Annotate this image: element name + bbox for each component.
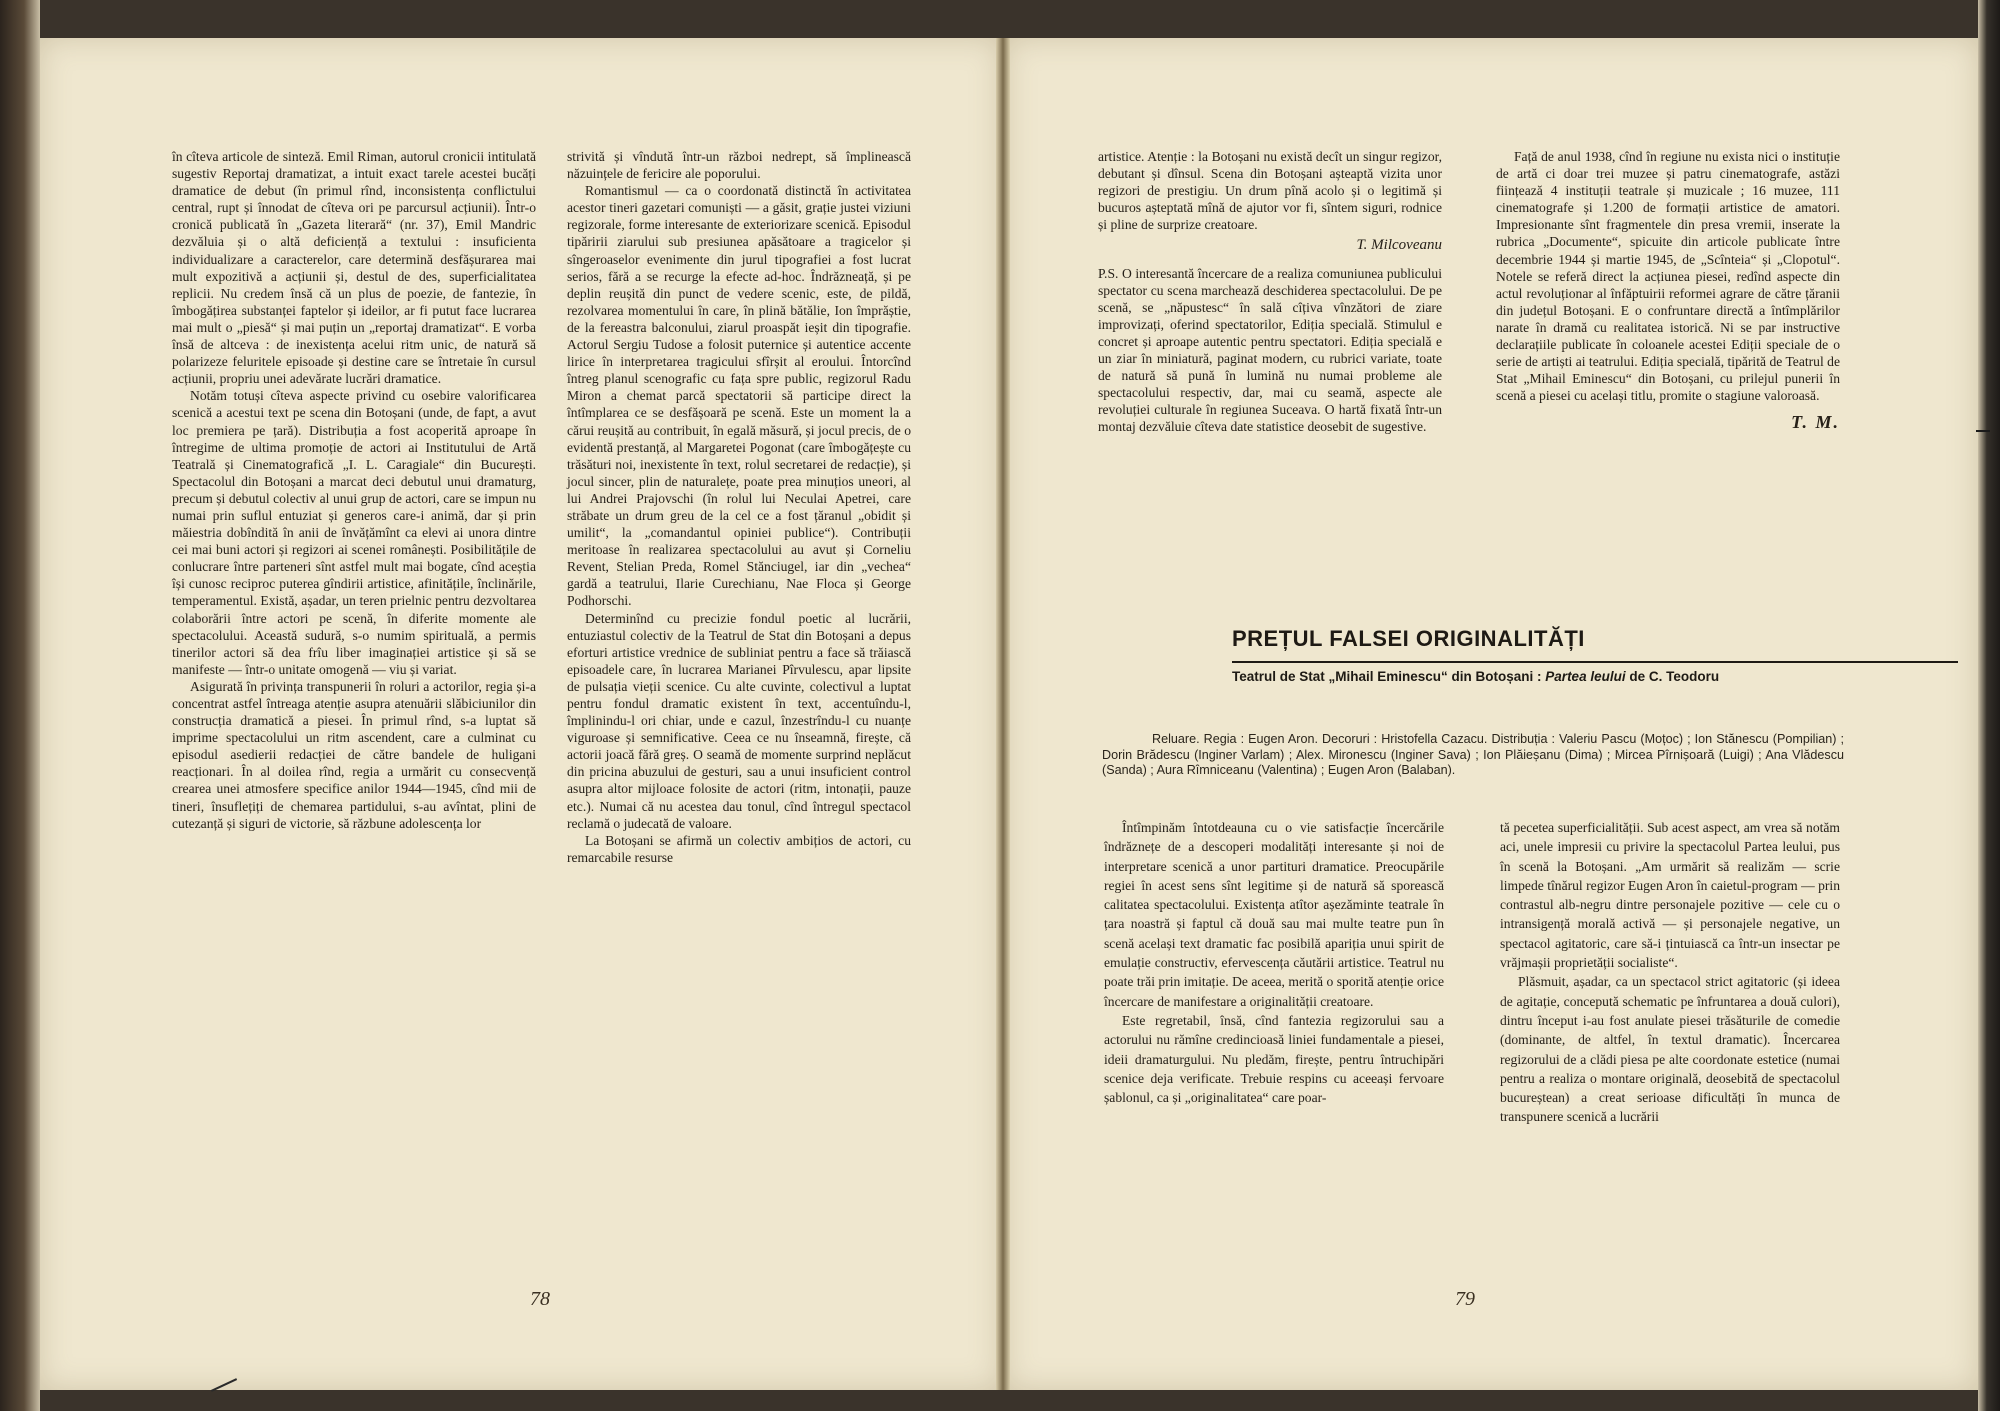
book-gutter [996,38,1010,1390]
paragraph: La Botoșani se afirmă un colectiv ambițios de actori, cu remarcabile resurse [567,832,911,865]
subtitle-play-title: Partea leului [1545,669,1626,684]
article-column-2 [1500,818,1840,1127]
author-initials: T. M. [1791,412,1840,433]
article-title: PREȚUL FALSEI ORIGINALITĂȚI [1232,626,1585,651]
paragraph: Este regretabil, însă, cînd fantezia regizorului sau a actorului nu rămîne credincioasă liniei fundamentale a piesei, ideii dramaturgului. Nu pledăm, firește, pentru întruchipări scenice deja verificate. Trebuie respins cu aceeași fervoare șablonul, ca și „originalitatea“ care poar- [1104,1012,1444,1106]
page-78-column-1 [172,148,536,832]
article-subtitle [1232,669,1958,684]
paragraph: în cîteva articole de sinteză. Emil Riman, autorul cronicii intitulată sugestiv Reportaj dramatizat, a intuit exact tarele acestei bucăți dramatice de debut (în primul rînd, inconsistența conflictului central, rupt și înnodat de cîteva ori pe parcursul acțiunii). Într-o cronică publicată în „Gazeta literară“ (nr. 37), Emil Mandric dezvăluia și o altă deficiență a textului : insuficienta individualizare a caracterelor, care determină desfășurarea mai mult expozitivă a acțiunii și, destul de des, superficialitatea replicii. Nu credem însă că un plus de poezie, de fantezie, în îmbogățirea substanței faptelor și ideilor, ar fi putut face lucrarea mai mult o „piesă“ și mai puțin un „reportaj dramatizat“. E vorba însă de altceva : de inexistența acelui ritm unic, de natură să polarizeze feluritele episoade și destine care se întretaie în cursul acțiunii, propriu unei adevărate lucrări dramatice. [172,149,536,387]
production-credits: Reluare. Regia : Eugen Aron. Decoruri : Hristofella Cazacu. Distribuția : Valeriu Pascu (Moțoc) ; Ion Stănescu (Pompilian) ; Dorin Brădescu (Inginer Varlam) ; Alex. Mironescu (Inginer Sava) ; Ion Plăieșanu (Dima) ; Mircea Pîrnișoară (Luigi) ; Ana Vlădescu (Sanda) ; Aura Rîmniceanu (Valentina) ; Eugen Aron (Balaban). [1102,732,1844,777]
paragraph: Față de anul 1938, cînd în regiune nu exista nici o instituție de artă ci doar trei muzee și patru cinematografe, astăzi ființează 4 instituții teatrale și muzicale ; 16 muzee, 111 cinematografe și 1.200 de formații artistice de amatori. Impresionante sînt fragmentele din presa vremii, inserate la rubrica „Documente“, spicuite din articole publicate între decembrie 1944 și martie 1945, de „Scînteia“ și „Clopotul“. Notele se referă direct la acțiunea piesei, redînd aspecte din actul revoluționar al înfăptuirii reformei agrare de către țăranii din județul Botoșani. E o confruntare directă a întîmplărilor narate în dramă cu realitatea istorică. Ni se par instructive declarațiile publicate în coloanele acestei Ediții speciale de o serie de artiști ai teatrului. Ediția specială, tipărită de Teatrul de Stat „Mihail Eminescu“ din Botoșani, cu prilejul punerii în scenă a piesei cu același titlu, promite o stagiune valoroasă. [1496,149,1840,404]
postscript: P.S. O interesantă încercare de a realiza comuniunea publicului spectator cu scena marchează deschiderea spectacolului. De pe scenă, se „năpustesc“ în sală cîțiva vînzători de ziare improvizați, oferind spectatorilor, Ediția specială. Stimulul e concret și aproape autentic pentru spectatori. Ediția specială e un ziar în miniatură, paginat modern, cu rubrici variate, toate de natură să pună în lumină nu numai probleme ale spectacolului respectiv, dar, mai cu seamă, aspecte ale revoluției culturale în regiunea Suceava. O hartă fixată într-un montaj dezvăluie cîteva date statistice deosebit de sugestive. [1098,265,1442,435]
binding-left-edge [0,0,40,1411]
paragraph: tă pecetea superficialității. Sub acest aspect, am vrea să notăm aci, unele impresii cu privire la spectacolul Partea leului, pus în scenă la Botoșani. „Am urmărit să realizăm — scrie limpede tînărul regizor Eugen Aron în caietul-program — prin contrastul alb-negru dintre personajele pozitive — cele cu o intransigență morală activă — și personajele negative, un spectacol agitatoric, care să-i țintuiască ca într-un insectar pe vrăjmașii proprietății socialiste“. [1500,820,1840,971]
subtitle-theatre: Teatrul de Stat „Mihail Eminescu“ din Botoșani : [1232,669,1546,684]
page-number-left: 78 [530,1288,550,1310]
margin-mark [1976,430,1990,432]
page-79-column-1 [1098,148,1442,436]
paragraph: artistice. Atenție : la Botoșani nu există decît un singur regizor, debutant și dînsul. Scena din Botoșani așteaptă vizita unor regizori de prestigiu. Un drum pînă acolo și o legitimă și bucuros așteptată mînă de ajutor vor fi, sîntem siguri, rodnice și pline de surprize creatoare. [1098,149,1442,233]
subtitle-author: de C. Teodoru [1625,669,1720,684]
paragraph: Romantismul — ca o coordonată distinctă în activitatea acestor tineri gazetari comuniști — a găsit, grație justei viziuni regizorale, forme interesante de exteriorizare scenică. Episodul tipăririi ziarului sub presiunea apăsătoare a tragicelor și sîngeroaselor evenimente din jurul tipografiei a fost lucrat serios, fără a se recurge la efecte ad-hoc. Îndrăzneață, și pe deplin reușită din punct de vedere scenic, este, de pildă, rezolvarea momentului în care, în plină bătălie, Ion împrăștie, de la fereastra balconului, ziarul proaspăt ieșit din tipografie. Actorul Sergiu Tudose a folosit puternice și autentice accente lirice în interpretarea tragicului sfîrșit al eroului. Întorcînd întreg planul scenografic cu fața spre public, regizorul Radu Miron a chemat parcă spectatorii să participe direct la întîmplarea ce se desfășoară pe scenă. Este un moment la a cărui reușită au contribuit, în egală măsură, și jocul precis, de o evidentă prestanță, al Margaretei Pogonat (care îmbogățește cu trăsături noi, inexistente în text, rolul secretarei de redacție), și jocul sincer, plin de naturalețe, poate prea minuțios uneori, al lui Andrei Prajovschi (în rolul lui Neculai Apetrei, care străbate un drum greu de la cel ce a fost țăranul „obidit și umilit“, la „comandantul opiniei publice“). Contribuții meritoase în realizarea spectacolului au avut și Corneliu Revent, Stelian Preda, Romel Stănciugel, iar din „vechea“ gardă a teatrului, Ilarie Curechianu, Nae Floca și George Podhorschi. [567,183,911,609]
paragraph: Notăm totuși cîteva aspecte privind cu osebire valorificarea scenică a acestui text pe scena din Botoșani (unde, de fapt, a avut loc premiera pe țară). Distribuția a fost acoperită aproape în întregime de ultima promoție de actori ai Institutului de Artă Teatrală și Cinematografică „I. L. Caragiale“ din București. Spectacolul din Botoșani a marcat deci debutul unui dramaturg, precum și debutul colectiv al unui grup de actori, care se impun nu numai prin suflul entuziat și generos care-i animă, dar și prin măiestria dobîndită în anii de învățămînt ca elevi ai unora dintre cei mai buni actori și regizori ai scenei românești. Posibilitățile de conlucrare între parteneri sînt astfel mult mai bogate, cînd aceștia își cunosc reciproc puterea gîndirii artistice, afinitățile, înclinările, temperamentul. Există, așadar, un teren prielnic pentru dezvoltarea colaborării între actori pe scenă, în diferite momente ale spectacolului. Această sudură, s-o numim spirituală, a permis tinerilor actori să dea frîu liber imaginației artistice și să se manifeste — într-o unitate omogenă — viu și variat. [172,388,536,677]
page-78-column-2 [567,148,911,866]
author-signature: T. Milcoveanu [1356,237,1442,254]
binding-right-edge [1978,0,2000,1411]
page-number-right: 79 [1455,1288,1475,1310]
paragraph: Plăsmuit, așadar, ca un spectacol strict agitatoric (și ideea de agitație, concepută schematic pe înfruntarea a două culori), dintru început i-au fost anulate piesei trăsăturile de comedie (dominante, de altfel, în textul dramatic). Încercarea regizorului de a clădi piesa pe alte coordonate estetice (numai pentru a realiza o montare originală, deosebită de spectacolul bucureștean) a creat serioase dificultăți în munca de transpunere scenică a lucrării [1500,974,1840,1125]
paragraph: Determinînd cu precizie fondul poetic al lucrării, entuziastul colectiv de la Teatrul de Stat din Botoșani a depus eforturi artistice vrednice de subliniat pentru a face să trăiască episoadele care, în lucrarea Marianei Pîrvulescu, apar lipsite de pulsația vieții scenice. Cu alte cuvinte, colectivul a luptat pentru fondul dramatic existent în text, accentuîndu-l, împlinindu-l ori chiar, unde e cazul, înzestrîndu-l cu nuanțe viguroase și semnificative. Ceea ce nu înseamnă, firește, că actorii joacă fără greș. O seamă de momente surprind neplăcut din pricina abuzului de gesturi, sau a unui insuficient control asupra altor mijloace folosite de actori (ritm, intonații, pauze etc.). Numai că nu acestea dau tonul, cînd întregul spectacol reclamă o judecată de valoare. [567,610,911,831]
page-79-column-2 [1496,148,1840,432]
paragraph: strivită și vîndută într-un război nedrept, să împlinească năzuințele de fericire ale poporului. [567,149,911,182]
paragraph: Asigurată în privința transpunerii în roluri a actorilor, regia și-a concentrat astfel întreaga atenție asupra atenuării slăbiciunilor din construcția dramatică a piesei. În primul rînd, s-a luptat să imprime spectacolului un ritm ascendent, care a culminat cu episodul asedierii redacției de către bandele de huligani reacționari. În al doilea rînd, regia a urmărit cu consecvență crearea unei atmosfere specifice anilor 1944—1945, cînd mii de tineri, însuflețiți de chemarea partidului, s-au avîntat, plini de cutezanță și siguri de victorie, să răzbune adolescența lor [172,678,536,831]
title-rule [1232,661,1958,663]
article-column-1 [1104,818,1444,1107]
paragraph: Întîmpinăm întotdeauna cu o vie satisfacție încercările îndrăznețe de a descoperi modalități interesante și noi de interpretare scenică a unor partituri dramatice. Preocupările regiei în acest sens sînt legitime și de natură să sporească calitatea spectacolului. Existența atîtor așezăminte teatrale în țara noastră și faptul că două sau mai multe teatre pun în scenă același text dramatic fac posibilă apariția unui spirit de emulație constructiv, efervescența căutării artistice. Teatrul nu poate trăi prin imitație. De aceea, merită o sporită atenție orice încercare de manifestare a originalității creatoare. [1104,820,1444,1009]
